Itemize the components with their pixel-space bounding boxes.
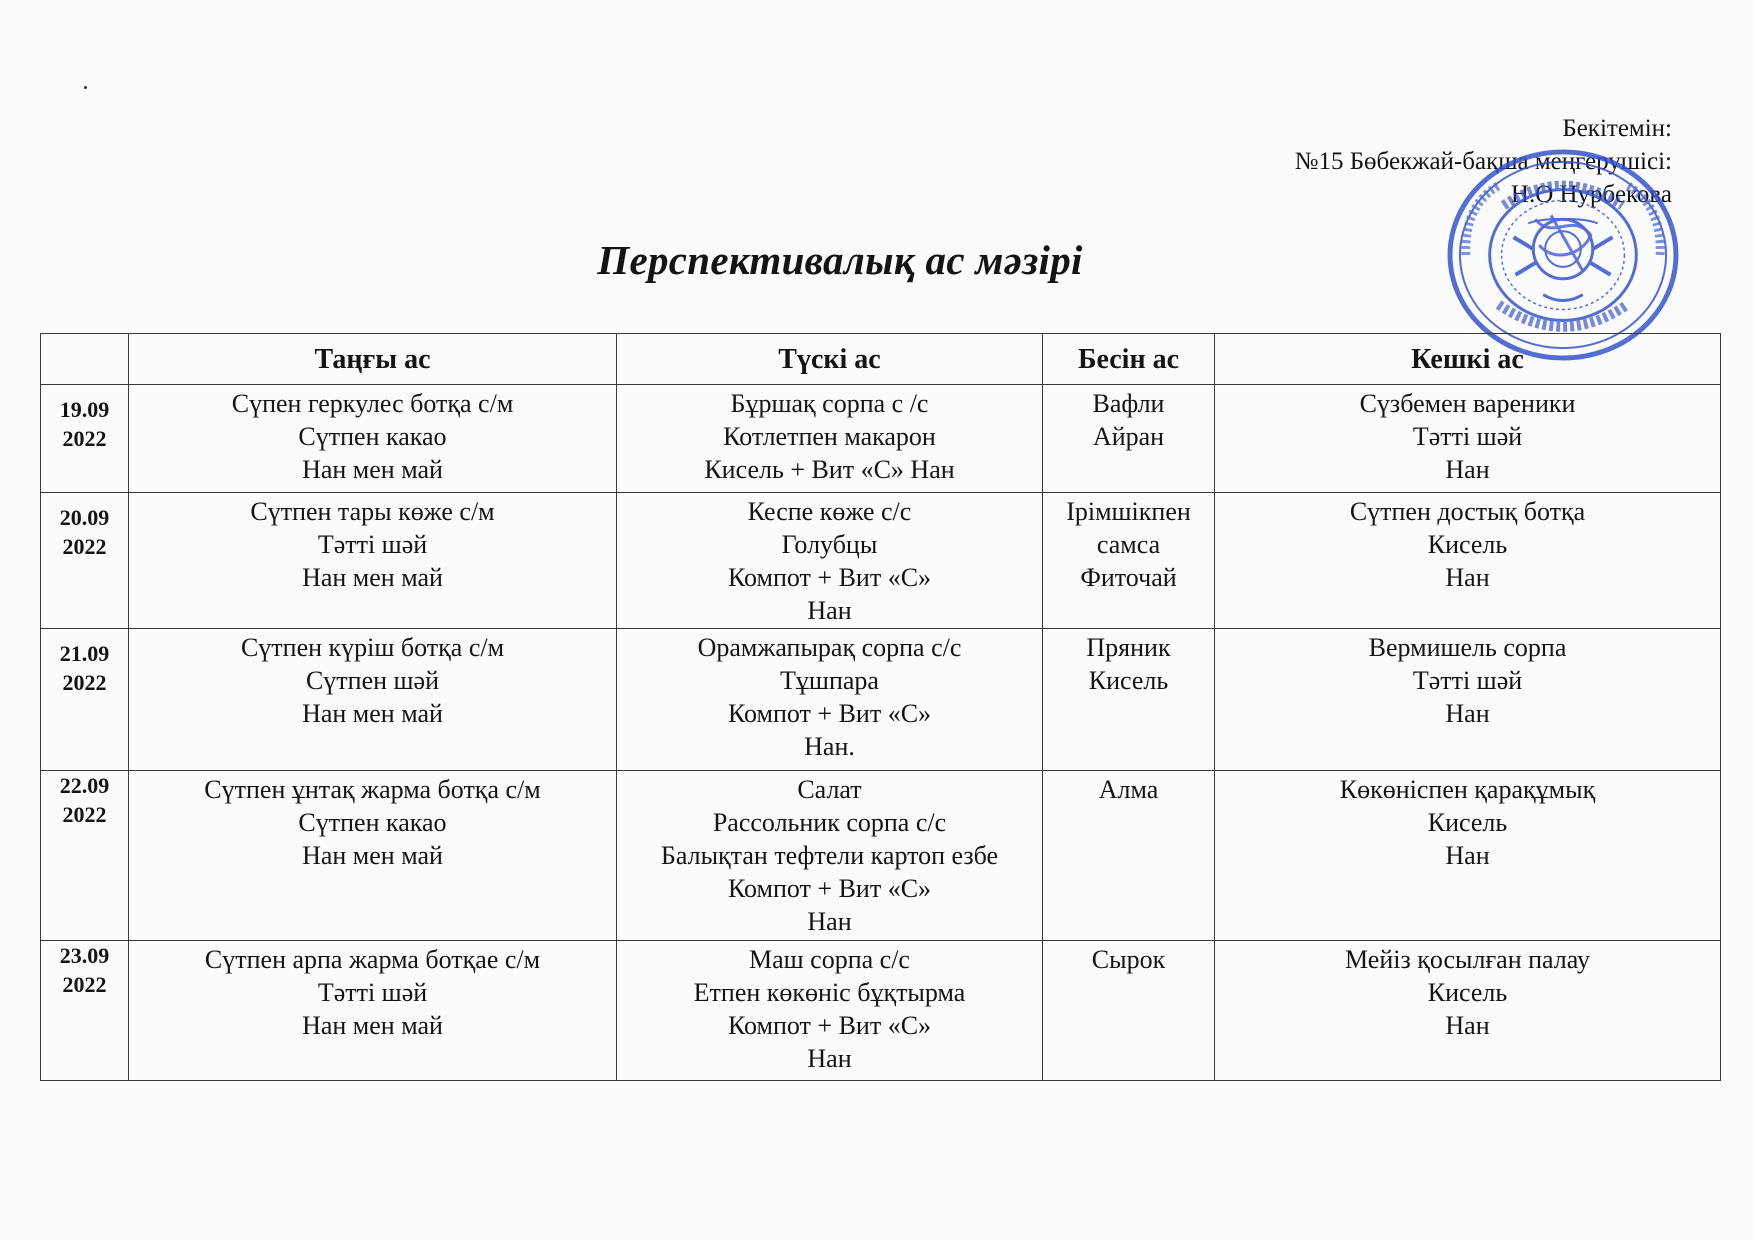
dinner-cell: [1215, 771, 1721, 941]
menu-item: Орамжапырақ сорпа с/с: [697, 633, 962, 662]
menu-item: Голубцы: [781, 530, 878, 559]
table-row: [41, 771, 1721, 941]
page-title: Перспективалық ас мәзірі: [597, 237, 1083, 283]
menu-header-row: [41, 334, 1721, 385]
breakfast-cell: [129, 941, 617, 1081]
date-cell: [41, 771, 129, 941]
date-day: 21.09: [59, 641, 110, 666]
menu-item: Компот + Вит «С»: [727, 874, 932, 903]
date-day: 19.09: [59, 397, 110, 422]
menu-item: Компот + Вит «С»: [727, 699, 932, 728]
menu-item: Нан мен май: [302, 1011, 443, 1040]
menu-item: Сүтпен шәй: [305, 666, 440, 695]
menu-item: Нан: [1445, 699, 1490, 728]
lunch-cell: [617, 385, 1043, 493]
menu-item: Нан мен май: [302, 841, 443, 870]
menu-item: Бұршақ сорпа с /с: [730, 389, 929, 418]
menu-item: Нан мен май: [302, 563, 443, 592]
menu-item: Сүпен геркулес ботқа с/м: [231, 389, 514, 418]
date-cell: [41, 629, 129, 771]
breakfast-cell: [129, 493, 617, 629]
menu-item: Котлетпен макарон: [723, 422, 936, 451]
lunch-column-header: Түскі ас: [617, 334, 1043, 385]
dinner-cell: [1215, 385, 1721, 493]
menu-item: Нан: [807, 596, 852, 625]
menu-item: Нан: [1445, 563, 1490, 592]
snack-cell: [1043, 771, 1215, 941]
menu-item: Нан.: [804, 732, 855, 761]
menu-item: Кисель: [1427, 530, 1508, 559]
menu-item: Рассольник сорпа с/с: [712, 808, 947, 837]
menu-item: Нан: [807, 907, 852, 936]
dinner-column-header: Кешкі ас: [1215, 334, 1721, 385]
date-year: 2022: [62, 972, 107, 997]
official-stamp-icon: [1444, 146, 1682, 364]
menu-item: Маш сорпа с/с: [749, 945, 910, 974]
menu-item: Сүтпен какао: [298, 808, 447, 837]
table-row: [41, 493, 1721, 629]
breakfast-cell: [129, 629, 617, 771]
snack-cell: [1043, 493, 1215, 629]
snack-cell: [1043, 941, 1215, 1081]
menu-item: Нан мен май: [302, 699, 443, 728]
menu-item: Кеспе көже с/с: [747, 497, 912, 526]
date-day: 20.09: [59, 505, 110, 530]
lunch-cell: [617, 941, 1043, 1081]
lunch-cell: [617, 493, 1043, 629]
menu-item: Сырок: [1091, 945, 1166, 974]
lunch-cell: [617, 629, 1043, 771]
breakfast-cell: [129, 771, 617, 941]
breakfast-cell: [129, 385, 617, 493]
date-cell: [41, 493, 129, 629]
date-year: 2022: [62, 802, 107, 827]
menu-item: Кисель + Вит «С» Нан: [704, 455, 955, 484]
menu-item: Пряник: [1086, 633, 1171, 662]
menu-item: Нан мен май: [302, 455, 443, 484]
approval-line-1: Бекітемін:: [1562, 115, 1672, 142]
date-column-header: [41, 334, 129, 385]
menu-item: Сүзбемен вареники: [1359, 389, 1576, 418]
approval-line-3: Н.О Нурбекова: [1510, 181, 1672, 208]
snack-cell: [1043, 629, 1215, 771]
menu-item: Тәтті шәй: [317, 530, 428, 559]
menu-item: Вермишель сорпа: [1368, 633, 1567, 662]
menu-item: Айран: [1092, 422, 1165, 451]
menu-item: Кисель: [1427, 808, 1508, 837]
menu-item: Сүтпен достық ботқа: [1349, 497, 1586, 526]
menu-item: Салат: [797, 775, 862, 804]
menu-item: Нан: [1445, 841, 1490, 870]
menu-item: Тәтті шәй: [317, 978, 428, 1007]
menu-item: Мейіз қосылған палау: [1345, 945, 1590, 974]
menu-item: Балықтан тефтели картоп езбе: [660, 841, 999, 870]
menu-item: Алма: [1098, 775, 1159, 804]
menu-item: Сүтпен ұнтақ жарма ботқа с/м: [204, 775, 541, 804]
snack-cell: [1043, 385, 1215, 493]
date-day: 23.09: [59, 943, 110, 968]
menu-item: Етпен көкөніс бұқтырма: [693, 978, 966, 1007]
menu-item: Нан: [1445, 455, 1490, 484]
menu-item: Сүтпен арпа жарма ботқае с/м: [204, 945, 541, 974]
dinner-cell: [1215, 493, 1721, 629]
dinner-cell: [1215, 629, 1721, 771]
menu-item: Сүтпен тары көже с/м: [250, 497, 495, 526]
menu-item: Көкөніспен қарақұмық: [1339, 775, 1596, 804]
menu-item: Тұшпара: [780, 666, 879, 695]
menu-item: Компот + Вит «С»: [727, 563, 932, 592]
date-year: 2022: [62, 534, 107, 559]
menu-item: Сүтпен какао: [298, 422, 447, 451]
date-cell: [41, 941, 129, 1081]
date-year: 2022: [62, 670, 107, 695]
date-cell: [41, 385, 129, 493]
menu-item: Компот + Вит «С»: [727, 1011, 932, 1040]
scan-speck: [84, 86, 87, 89]
breakfast-column-header: Таңғы ас: [129, 334, 617, 385]
menu-item: Нан: [1445, 1011, 1490, 1040]
menu-item: Фиточай: [1080, 563, 1177, 592]
menu-item: Кисель: [1088, 666, 1169, 695]
menu-item: Кисель: [1427, 978, 1508, 1007]
menu-table: [40, 333, 1721, 1081]
snack-column-header: Бесін ас: [1043, 334, 1215, 385]
menu-item: Тәтті шәй: [1412, 422, 1523, 451]
table-row: [41, 941, 1721, 1081]
menu-item: Нан: [807, 1044, 852, 1073]
menu-item: самса: [1096, 530, 1161, 559]
menu-item: Вафли: [1092, 389, 1165, 418]
date-day: 22.09: [59, 773, 110, 798]
menu-item: Ірімшікпен: [1066, 497, 1191, 526]
date-year: 2022: [62, 426, 107, 451]
table-row: [41, 629, 1721, 771]
dinner-cell: [1215, 941, 1721, 1081]
menu-item: Сүтпен күріш ботқа с/м: [240, 633, 505, 662]
table-row: [41, 385, 1721, 493]
lunch-cell: [617, 771, 1043, 941]
approval-line-2: №15 Бөбекжай-бақша меңгерушісі:: [1294, 148, 1672, 175]
menu-item: Тәтті шәй: [1412, 666, 1523, 695]
